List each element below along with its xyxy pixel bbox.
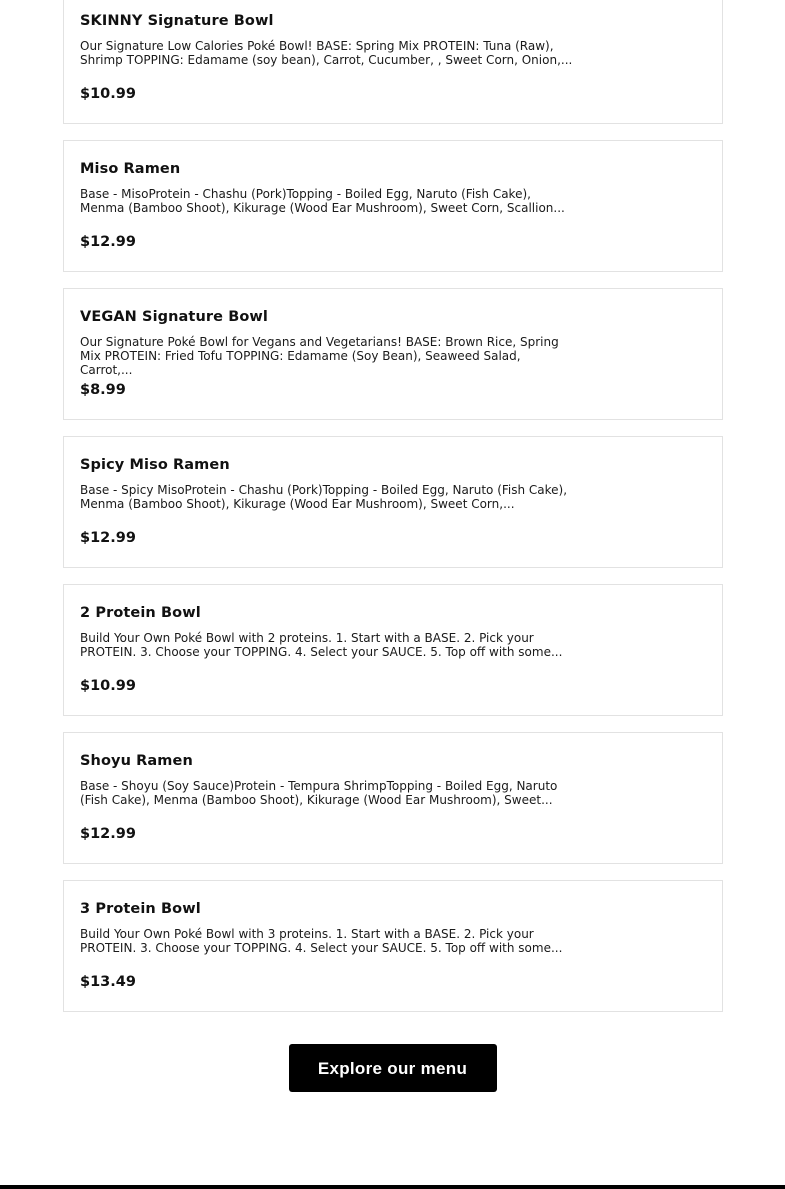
menu-item-card[interactable] xyxy=(63,436,723,568)
menu-item-name: Spicy Miso Ramen xyxy=(80,457,230,473)
menu-item-name: VEGAN Signature Bowl xyxy=(80,309,269,325)
menu-item-description: Base - Spicy MisoProtein - Chashu (Pork)Topping - Boiled Egg, Naruto (Fish Cake), Menma (Bamboo Shoot), Kikurage (Wood Ear Mushroom), Sweet Corn,... xyxy=(80,483,568,511)
menu-item-card[interactable] xyxy=(63,288,723,420)
menu-item-card[interactable] xyxy=(63,584,723,716)
menu-item-price: $10.99 xyxy=(80,678,136,694)
menu-item-name: SKINNY Signature Bowl xyxy=(80,13,274,29)
menu-item-description: Base - MisoProtein - Chashu (Pork)Topping - Boiled Egg, Naruto (Fish Cake), Menma (Bamboo Shoot), Kikurage (Wood Ear Mushroom), Sweet Corn, Scallion... xyxy=(80,187,565,215)
menu-item-price: $13.49 xyxy=(80,974,136,990)
menu-item-description: Base - Shoyu (Soy Sauce)Protein - Tempura ShrimpTopping - Boiled Egg, Naruto (Fish Cake), Menma (Bamboo Shoot), Kikurage (Wood Ear Mushroom), Sweet... xyxy=(80,779,558,807)
menu-item-name: Miso Ramen xyxy=(80,161,181,177)
menu-item-list xyxy=(63,0,723,1028)
menu-item-price: $12.99 xyxy=(80,234,136,250)
menu-item-name: 2 Protein Bowl xyxy=(80,605,201,621)
cta-container xyxy=(0,1044,785,1092)
menu-item-name: 3 Protein Bowl xyxy=(80,901,201,917)
menu-item-price: $8.99 xyxy=(80,382,126,398)
menu-item-price: $10.99 xyxy=(80,86,136,102)
menu-item-description: Build Your Own Poké Bowl with 2 proteins. 1. Start with a BASE. 2. Pick your PROTEIN. 3. Choose your TOPPING. 4. Select your SAUCE. 5. Top off with some... xyxy=(80,631,563,659)
menu-item-card[interactable] xyxy=(63,140,723,272)
menu-item-card[interactable] xyxy=(63,0,723,124)
menu-item-card[interactable] xyxy=(63,732,723,864)
footer-divider xyxy=(0,1185,785,1189)
explore-menu-button[interactable]: Explore our menu xyxy=(289,1044,497,1092)
menu-item-price: $12.99 xyxy=(80,530,136,546)
menu-item-name: Shoyu Ramen xyxy=(80,753,193,769)
menu-item-price: $12.99 xyxy=(80,826,136,842)
menu-item-description: Our Signature Poké Bowl for Vegans and Vegetarians! BASE: Brown Rice, Spring Mix PROTEIN: Fried Tofu TOPPING: Edamame (Soy Bean), Seaweed Salad, Carrot,... xyxy=(80,335,559,377)
menu-item-description: Build Your Own Poké Bowl with 3 proteins. 1. Start with a BASE. 2. Pick your PROTEIN. 3. Choose your TOPPING. 4. Select your SAUCE. 5. Top off with some... xyxy=(80,927,563,955)
menu-item-card[interactable] xyxy=(63,880,723,1012)
menu-item-description: Our Signature Low Calories Poké Bowl! BASE: Spring Mix PROTEIN: Tuna (Raw), Shrimp TOPPING: Edamame (soy bean), Carrot, Cucumber, , Sweet Corn, Onion,... xyxy=(80,39,573,67)
